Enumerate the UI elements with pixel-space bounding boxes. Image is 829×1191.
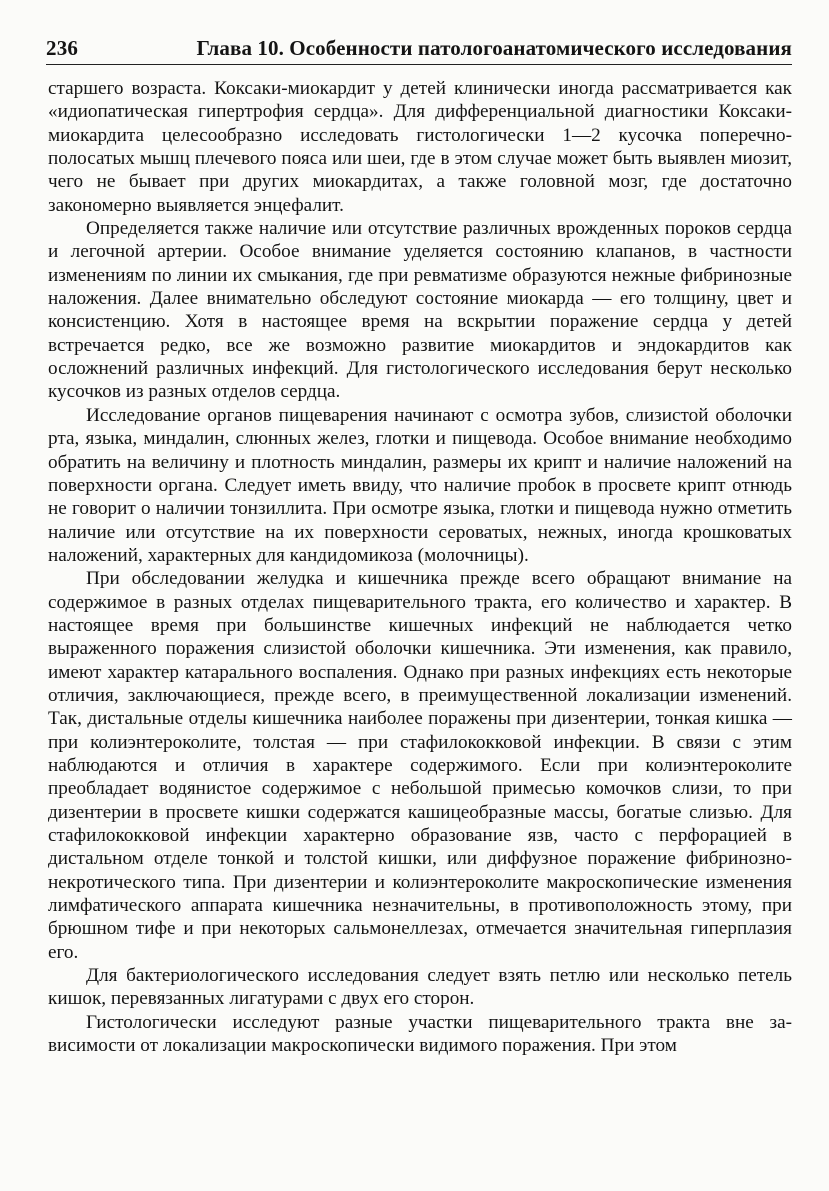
paragraph-3: Исследование органов пищеварения начинают с осмотра зубов, слизистой оболочки рта, языка, миндалин, слюнных желез, глотки и пищевода. Особое внимание необходимо обратить на величину и плотность миндалин, размеры их крипт и наличие наложений на поверхности органа. Следует иметь ввиду, что наличие пробок в просвете крипт отнюдь не говорит о наличии тонзиллита. При осмотре языка, глотки и пищевода нужно отметить наличие или отсутствие на их поверхности сероватых, нежных, иногда крошковатых наложений, характерных для кандидомикоза (молочницы). bbox=[48, 404, 792, 566]
page-header bbox=[46, 34, 792, 65]
running-head: Глава 10. Особенности патологоанатомического исследования bbox=[196, 36, 792, 60]
paragraph-5: Для бактериологического исследования следует взять петлю или несколько петель кишок, перевязанных лигатурами с двух его сторон. bbox=[48, 965, 792, 1010]
paragraph-4: При обследовании желудка и кишечника прежде всего обращают внимание на содержимое в разных отделах пищеварительного тракта, его количество и характер. В настоящее время при большинстве кишечных инфекций не наблюдается четко выраженного поражения слизистой оболочки кишечника. Эти изменения, как правило, имеют характер катарального воспаления. Однако при разных инфекциях есть некоторые отличия, заключающиеся, прежде всего, в преимущественной локализации изменений. Так, дистальные отделы кишечника наиболее поражены при дизентерии, тонкая кишка — при колиэнтероколите, толстая — при стафилококковой инфекции. В связи с этим наблюдаются и отличия в характере содержимого. Если при колиэнтероколите преобладает водянистое содержимое с небольшой примесью комочков слизи, то при дизентерии в просвете кишки содержатся кашицеобразные массы, богатые слизью. Для стафилококковой инфекции характерно образование язв, часто с перфорацией в дистальном отделе тонкой и толстой кишки, или диффузное поражение фибринозно-некротического типа. При дизентерии и колиэнтероколите макроскопические изменения лимфатического аппарата кишечника незначительны, в противоположность этому, при брюшном тифе и при некоторых сальмонеллезах, отмечается значительная гиперплазия его. bbox=[48, 568, 792, 963]
page-number: 236 bbox=[46, 36, 79, 60]
paragraph-2: Определяется также наличие или отсутствие различных врожденных пороков сердца и легочной артерии. Особое внимание уделяется состоянию клапанов, в частности изменениям по линии их смыкания, где при ревматизме образуются нежные фибринозные наложения. Далее внимательно обследуют состояние миокарда — его толщину, цвет и консистенцию. Хотя в настоящее время на вскрытии поражение сердца у детей встречается редко, все же возможно развитие миокардитов и эндокардитов как осложнений различных инфекций. Для гистологического исследования берут несколько кусочков из разных отделов сердца. bbox=[48, 218, 792, 403]
paragraph-1: старшего возраста. Коксаки-миокардит у детей клинически иногда рассматривается как «идиопатическая гипертрофия сердца». Для дифференциальной диагностики Коксаки-миокардита целесообразно исследовать гистологически 1—2 кусочка поперечно-полосатых мышц плечевого пояса или шеи, где в этом случае может быть выявлен миозит, чего не бывает при других миокардитах, а также головной мозг, где достаточно закономерно выявляется энцефалит. bbox=[48, 78, 792, 216]
body-text bbox=[48, 77, 792, 1057]
paragraph-6: Гистологически исследуют разные участки пищеварительного тракта вне зависимости от локализации макроскопически видимого поражения. При этом bbox=[48, 1011, 792, 1057]
